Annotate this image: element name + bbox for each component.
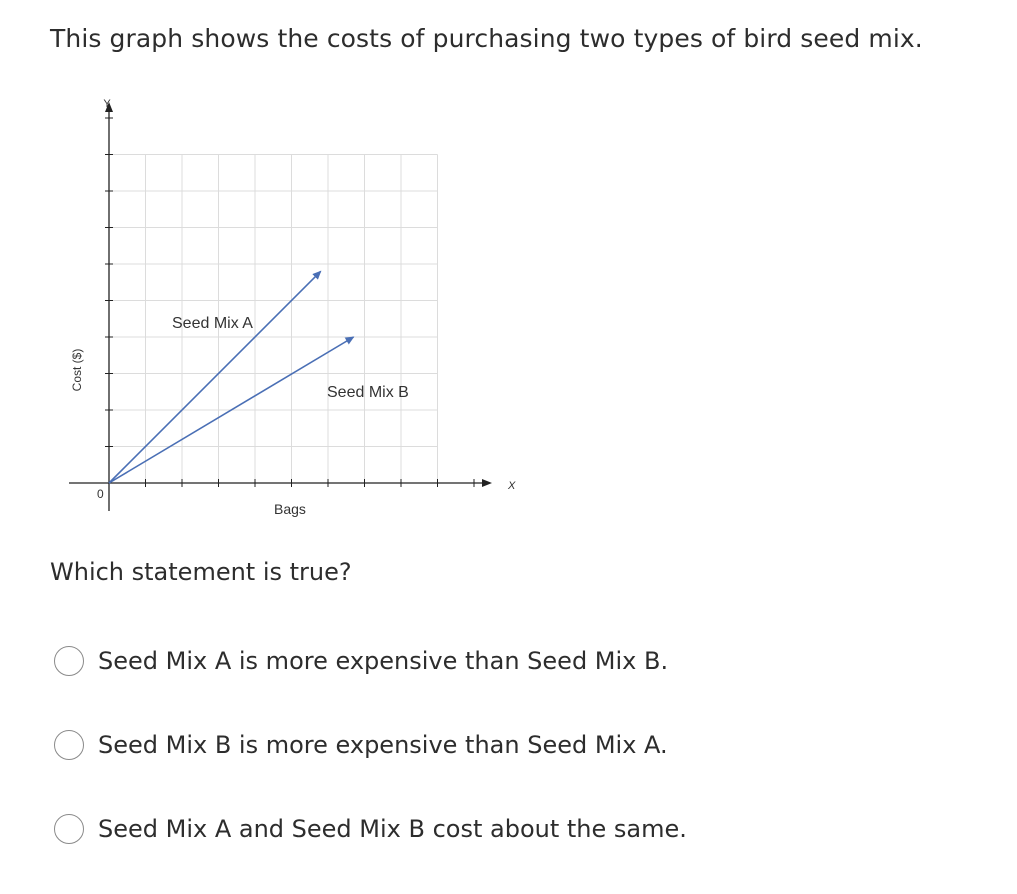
- answer-choice-label: Seed Mix B is more expensive than Seed Mix A.: [98, 731, 668, 759]
- answer-choice-c[interactable]: [54, 814, 687, 844]
- x-axis-label: Bags: [274, 501, 306, 517]
- question-prompt: Which statement is true?: [50, 558, 352, 586]
- answer-choice-b[interactable]: [54, 730, 668, 760]
- seed-mix-a-label: Seed Mix A: [172, 315, 253, 332]
- radio-button[interactable]: [54, 814, 84, 844]
- seed-mix-a-line: [109, 271, 321, 483]
- origin-label: 0: [97, 487, 104, 501]
- answer-choice-label: Seed Mix A is more expensive than Seed Mix B.: [98, 647, 669, 675]
- chart-axes: [69, 102, 492, 511]
- radio-button[interactable]: [54, 730, 84, 760]
- x-axis-arrowhead: [482, 479, 492, 487]
- y-axis-label: Cost ($): [70, 348, 84, 392]
- seed-mix-b-label: Seed Mix B: [327, 384, 409, 401]
- radio-button[interactable]: [54, 646, 84, 676]
- answer-choice-a[interactable]: [54, 646, 668, 676]
- y-axis-letter: Y: [103, 98, 111, 110]
- x-axis-letter: X: [508, 480, 516, 492]
- question-intro: This graph shows the costs of purchasing two types of bird seed mix.: [50, 24, 923, 53]
- answer-choice-label: Seed Mix A and Seed Mix B cost about the same.: [98, 815, 687, 843]
